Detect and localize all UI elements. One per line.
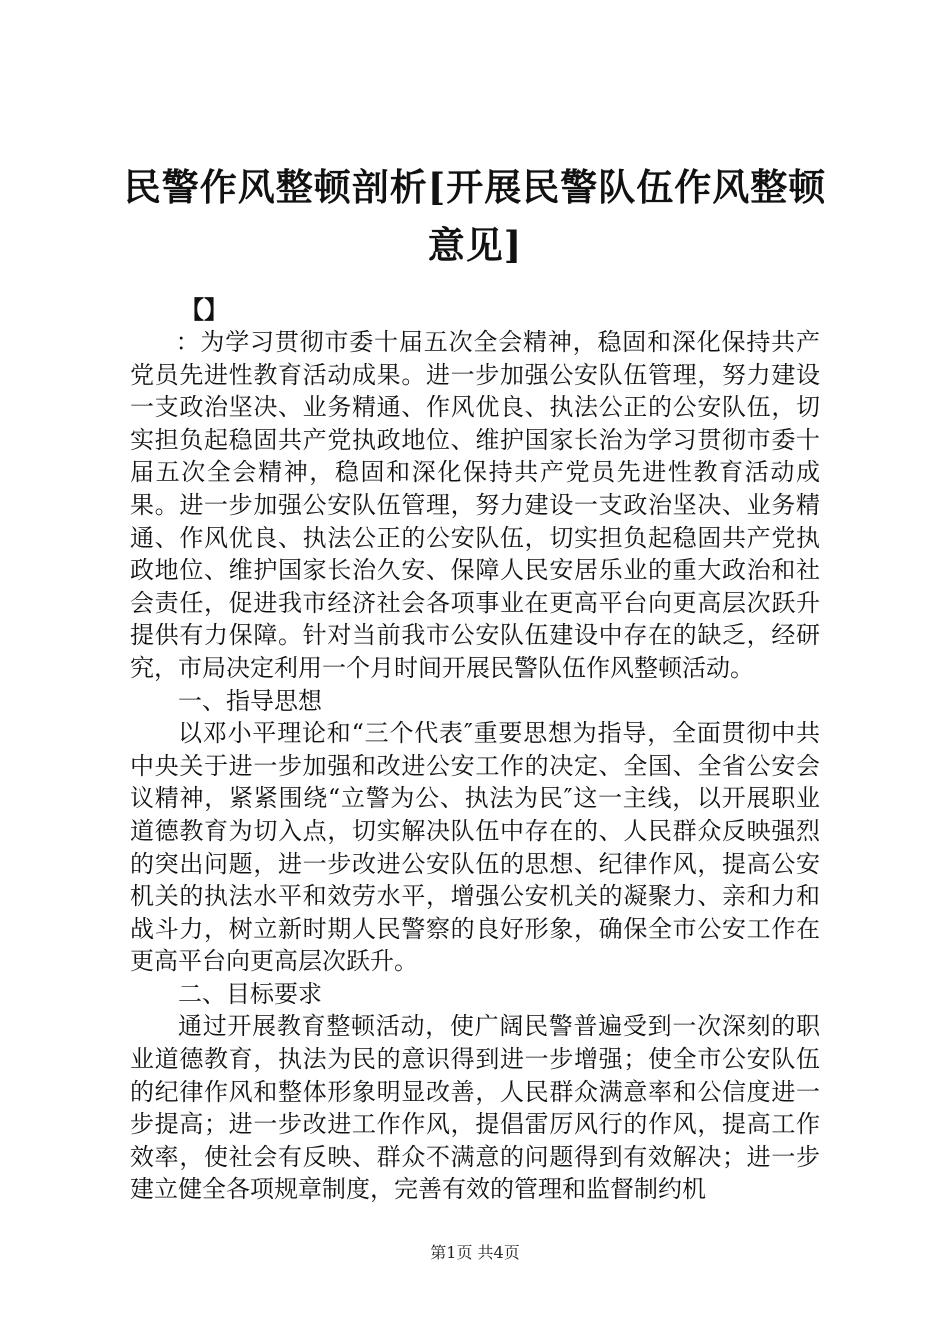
- page-number-footer: 第1页 共4页: [430, 1243, 520, 1262]
- paragraph-intro: ：为学习贯彻市委十届五次全会精神，稳固和深化保持共产党员先进性教育活动成果。进一步加强公安队伍管理，努力建设一支政治坚决、业务精通、作风优良、执法公正的公安队伍，切实担负起稳固共产党执政地位、维护国家长治为学习贯彻市委十届五次全会精神，稳固和深化保持共产党员先进性教育活动成果。进一步加强公安队伍管理，努力建设一支政治坚决、业务精通、作风优良、执法公正的公安队伍，切实担负起稳固共产党执政地位、维护国家长治久安、保障人民安居乐业的重大政治和社会责任，促进我市经济社会各项事业在更高平台向更高层次跃升提供有力保障。针对当前我市公安队伍建设中存在的缺乏，经研究，市局决定利用一个月时间开展民警队伍作风整顿活动。: [130, 328, 820, 682]
- section-heading-goals: 二、目标要求: [178, 979, 322, 1008]
- section-heading-guiding-ideology: 一、指导思想: [178, 686, 322, 715]
- paragraph-guiding-ideology: 以邓小平理论和“三个代表″重要思想为指导，全面贯彻中共中央关于进一步加强和改进公安工作的决定、全国、全省公安会议精神，紧紧围绕“立警为公、执法为民″这一主线，以开展职业道德教育为切入点，切实解决队伍中存在的、人民群众反映强烈的突出问题，进一步改进公安队伍的思想、纪律作风，提高公安机关的执法水平和效劳水平，增强公安机关的凝聚力、亲和力和战斗力，树立新时期人民警察的良好形象，确保全市公安工作在更高平台向更高层次跃升。: [130, 719, 820, 976]
- paragraph-goals: 通过开展教育整顿活动，使广阔民警普遍受到一次深刻的职业道德教育，执法为民的意识得到进一步增强；使全市公安队伍的纪律作风和整体形象明显改善，人民群众满意率和公信度进一步提高；进一步改进工作作风，提倡雷厉风行的作风，提高工作效率，使社会有反映、群众不满意的问题得到有效解决；进一步建立健全各项规章制度，完善有效的管理和监督制约机: [130, 1012, 820, 1204]
- bracket-mark: 【】: [180, 295, 228, 324]
- document-title: 民警作风整顿剖析[开展民警队伍作风整顿意见]: [123, 165, 827, 267]
- document-body: [130, 326, 820, 1206]
